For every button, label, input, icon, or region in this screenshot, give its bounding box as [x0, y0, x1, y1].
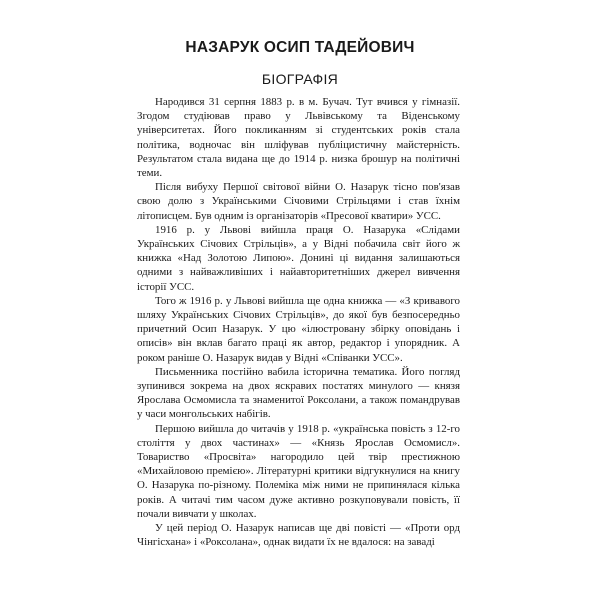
page-title: НАЗАРУК ОСИП ТАДЕЙОВИЧ	[185, 39, 415, 56]
paragraph-3: 1916 р. у Львові вийшла праця О. Назарука «Слідами Українських Січових Стрільців», а у Відні побачила світ його ж книжка «Над Золотою Липою». Донині ці видання залишаються одними з найважливіших і найавторитетніших джерел вивчення історії УСС.	[137, 223, 460, 293]
paragraph-5: Письменника постійно вабила історична тематика. Його погляд зупинився зокрема на двох яскравих постатях минулого — князя Ярослава Осмомисла та знаменитої Роксолани, а також помандрував у часи монгольських набігів.	[137, 365, 460, 421]
paragraph-2: Після вибуху Першої світової війни О. Назарук тісно пов'язав свою долю з Українськими Січовими Стрільцями і став їхнім літописцем. Був одним із організаторів «Пресової кватири» УСС.	[137, 181, 460, 222]
paragraph-1: Народився 31 серпня 1883 р. в м. Бучач. Тут вчився у гімназії. Згодом студіював право у Львівському та Віденському університетах. Його покликанням зі студентських років стала політика, водночас він шліфував публіцистичну майстерність. Результатом стала видана ще до 1914 р. низка брошур на політичні теми.	[137, 96, 460, 180]
section-heading: БІОГРАФІЯ	[261, 71, 339, 87]
paragraph-7: У цей період О. Назарук написав ще дві повісті — «Проти орд Чінгісхана» і «Роксолана», однак видати їх не вдалося: на заваді	[137, 522, 460, 549]
biography-text	[137, 95, 460, 550]
paragraph-4: Того ж 1916 р. у Львові вийшла ще одна книжка — «З кривавого шляху Українських Січових Стрільців», до якої був безпосередньо причетний Осип Назарук. У цю «ілюстровану збірку оповідань і описів» він вклав багато праці як автор, редактор і упорядник. А роком раніше О. Назарук видав у Відні «Співанки УСС».	[137, 294, 460, 364]
paragraph-6: Першою вийшла до читачів у 1918 р. «українська повість з 12-го століття у двох частинах» — «Князь Ярослав Осмомисл». Товариство «Просвіта» нагородило цей твір престижною «Михайловою премією». Літературні критики відгукнулися на книгу О. Назарука по-різному. Полеміка між ними не припинялася кілька років. А читачі тим часом дуже активно розкуповували повість, її почали вивчати у школах.	[137, 422, 460, 520]
